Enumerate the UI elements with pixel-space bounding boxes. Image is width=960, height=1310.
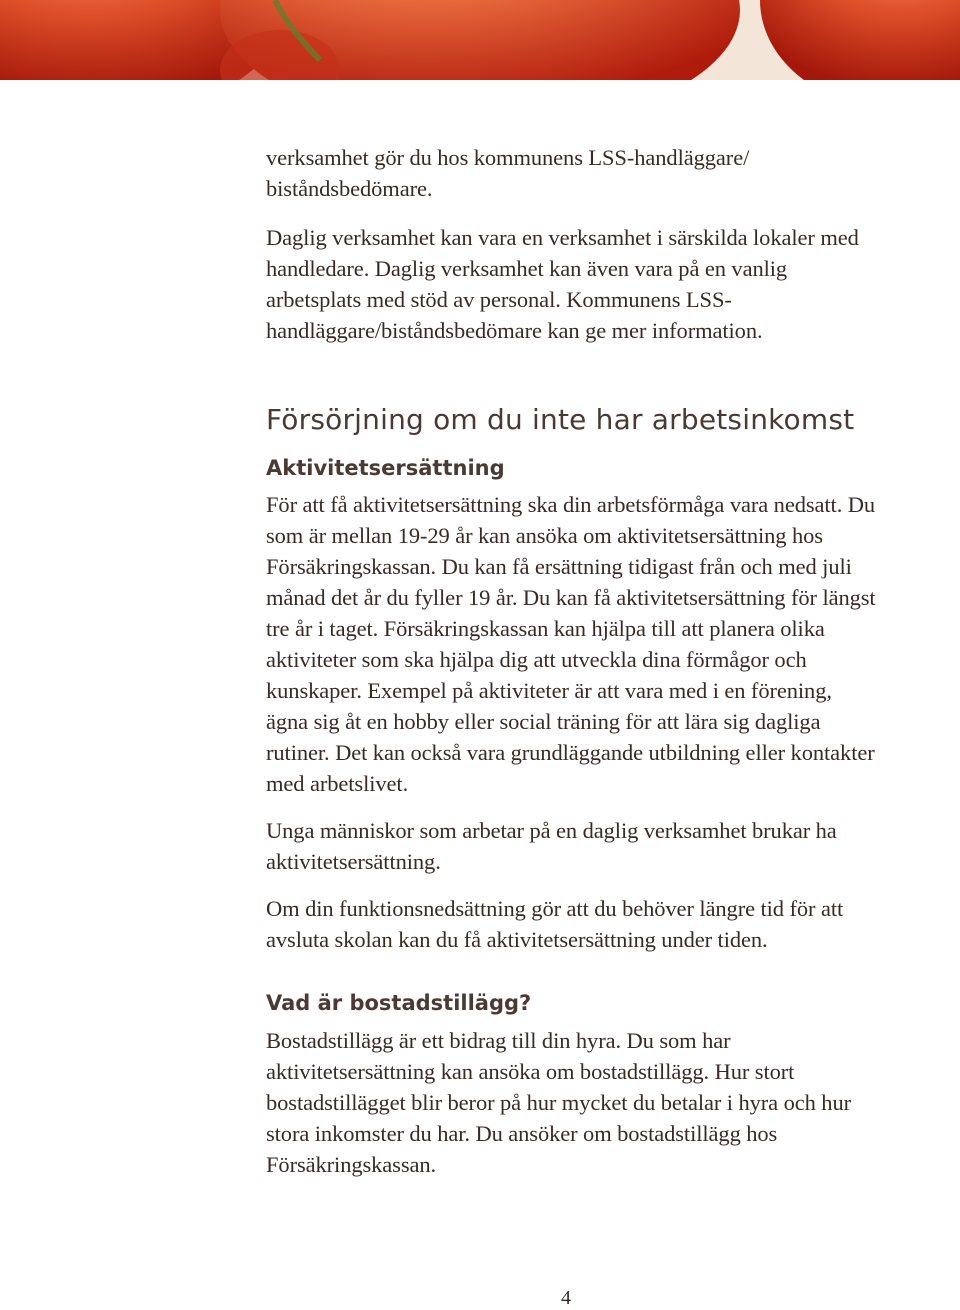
apples-image <box>0 0 960 80</box>
section-heading-forsorjning: Försörjning om du inte har arbetsinkomst <box>266 403 855 436</box>
paragraph-unga-manniskor: Unga människor som arbetar på en daglig verksamhet brukar ha aktivitetsersättning. <box>266 818 837 874</box>
subheading-bostadstillagg: Vad är bostadstillägg? <box>266 991 532 1015</box>
paragraph-aktivitetsersattning: För att få aktivitetsersättning ska din arbetsförmåga vara nedsatt. Du som är mellan 19-29 år kan ansöka om aktivitetsersättning hos Försäkringskassan. Du kan få ersättning tidigast från och med juli månad det år du fyller 19 år. Du kan få aktivitetsersättning för längst tre år i taget. Försäkringskassan kan hjälpa till att planera olika aktiviteter som ska hjälpa dig att utveckla dina förmågor och kunskaper. Exempel på aktiviteter är att vara med i en förening, ägna sig åt en hobby eller social träning för att lära sig dagliga rutiner. Det kan också vara grundläggande utbildning eller kontakter med arbetslivet. <box>266 492 876 796</box>
paragraph-funktionsnedsattning: Om din funktionsnedsättning gör att du behöver längre tid för att avsluta skolan kan du få aktivitetsersättning under tiden. <box>266 896 844 952</box>
main-content <box>266 142 876 1180</box>
subheading-aktivitetsersattning: Aktivitetsersättning <box>266 456 505 480</box>
header-photo-apples <box>0 0 960 80</box>
page-number: 4 <box>561 1287 571 1309</box>
paragraph-daglig-verksamhet: Daglig verksamhet kan vara en verksamhet i särskilda lokaler med handledare. Daglig verksamhet kan även vara på en vanlig arbetsplats med stöd av personal. Kommunens LSS-handläggare/biståndsbedömare kan ge mer information. <box>266 225 859 343</box>
paragraph-bostadstillagg: Bostadstillägg är ett bidrag till din hyra. Du som har aktivitetsersättning kan ansöka om bostadstillägg. Hur stort bostadstillägget blir beror på hur mycket du betalar i hyra och hur stora inkomster du har. Du ansöker om bostadstillägg hos Försäkringskassan. <box>266 1028 851 1177</box>
paragraph-intro: verksamhet gör du hos kommunens LSS-handläggare/ biståndsbedömare. <box>266 145 750 201</box>
